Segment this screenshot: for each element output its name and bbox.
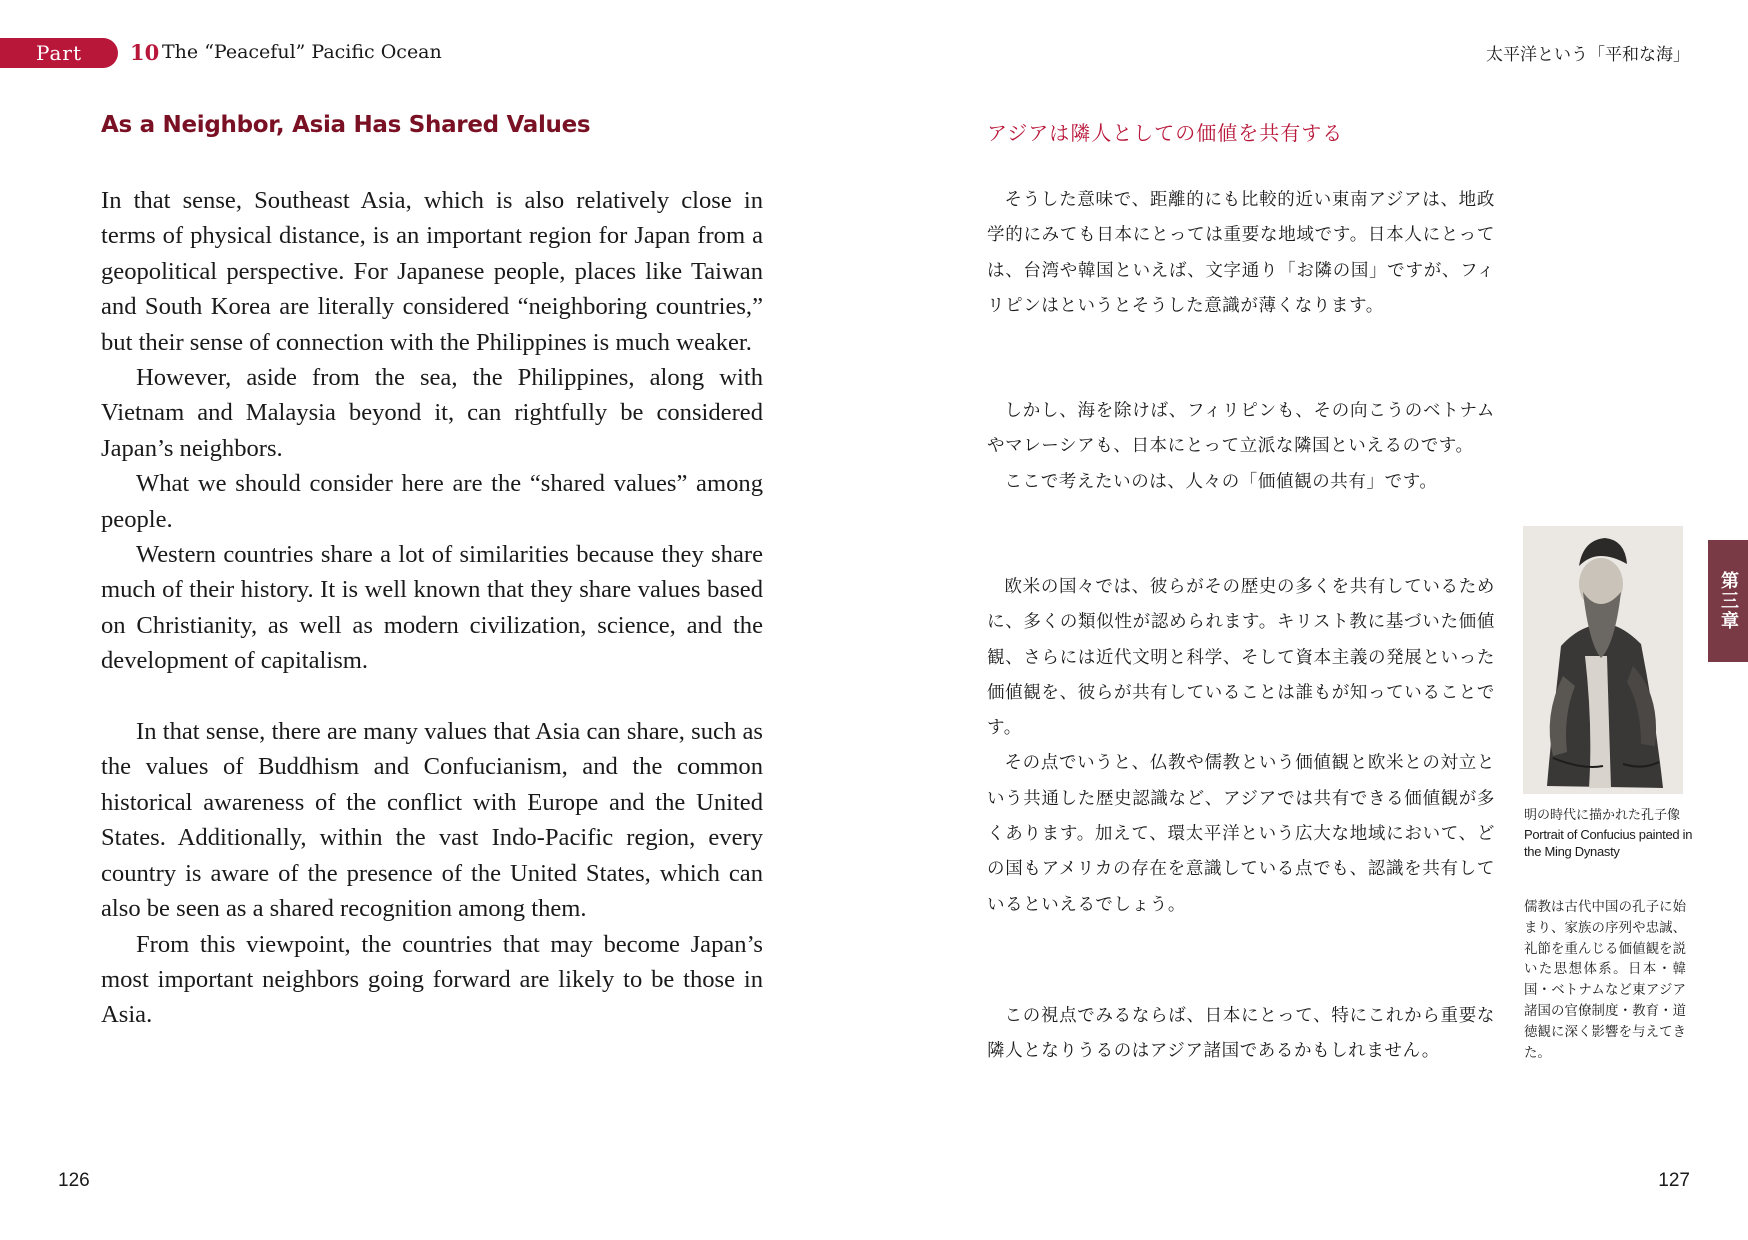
jp-section-heading: アジアは隣人としての価値を共有する [987,121,1344,145]
part-label: Part [35,41,83,65]
sidenote-text: 儒教は古代中国の孔子に始まり、家族の序列や忠誠、礼節を重んじる価値観を説いた思想体系。日本・韓国・ベトナムなど東アジア諸国の官僚制度・教育・道徳観に深く影響を与えてきた。 [1524,900,1686,1061]
jp-running-title: 太平洋という「平和な海」 [1486,45,1690,65]
page-number-right: 127 [1658,1170,1690,1191]
jp-body-block-4 [987,999,1495,1070]
confucius-portrait-image [1523,526,1683,794]
figure-caption-en: Portrait of Confucius painted in the Ming Dynasty [1524,827,1693,859]
jp-body-block-2 [987,394,1495,500]
jp-paragraph: ここで考えたいのは、人々の「価値観の共有」です。 [1004,471,1438,492]
en-paragraph: In that sense, there are many values that Asia can share, such as the values of Buddhism and Confucianism, and the common historical awareness of the conflict with Europe and the United States. Additionally, within the vast Indo-Pacific region, every country is aware of the presence of the United States, which can also be seen as a shared recognition among them. [101,718,763,923]
portrait-illustration [1523,526,1683,794]
chapter-title: The “Peaceful” Pacific Ocean [162,41,442,63]
jp-paragraph: その点でいうと、仏教や儒教という価値観と欧米との対立という共通した歴史認識など、アジアでは共有できる価値観が多くあります。加えて、環太平洋という広大な地域において、どの国もアメリカの存在を意識している点でも、認識を共有しているといえるでしょう。 [987,753,1495,915]
page-number-left: 126 [58,1170,90,1191]
en-paragraph: From this viewpoint, the countries that may become Japan’s most important neighbors going forward are likely to be those in Asia. [101,930,763,1029]
en-paragraph: However, aside from the sea, the Philippines, along with Vietnam and Malaysia beyond it, can rightfully be considered Japan’s neighbors. [101,364,763,462]
en-section-heading: As a Neighbor, Asia Has Shared Values [101,112,591,138]
jp-body-block-3 [987,570,1495,923]
en-paragraph: Western countries share a lot of similarities because they share much of their history. It is well known that they share values based on Christianity, as well as modern civilization, science, and the development of capitalism. [101,541,763,675]
figure-caption-jp: 明の時代に描かれた孔子像 [1524,808,1681,823]
chapter-tab: 第三章 [1708,540,1748,662]
jp-paragraph: この視点でみるならば、日本にとって、特にこれから重要な隣人となりうるのはアジア諸国であるかもしれません。 [987,1006,1495,1062]
jp-paragraph: しかし、海を除けば、フィリピンも、その向こうのベトナムやマレーシアも、日本にとって立派な隣国といえるのです。 [987,401,1495,457]
jp-body-block-1 [987,183,1495,324]
jp-paragraph: そうした意味で、距離的にも比較的近い東南アジアは、地政学的にみても日本にとっては重要な地域です。日本人にとっては、台湾や韓国といえば、文字通り「お隣の国」ですが、フィリピンはというとそうした意識が薄くなります。 [987,190,1495,316]
en-paragraph: What we should consider here are the “shared values” among people. [101,470,763,533]
en-body-text [101,183,763,1033]
jp-paragraph: 欧米の国々では、彼らがその歴史の多くを共有しているために、多くの類似性が認められます。キリスト教に基づいた価値観、さらには近代文明と科学、そして資本主義の発展といった価値観を、彼らが共有していることは誰もが知っていることです。 [987,577,1495,739]
part-label-tab [0,38,118,68]
en-paragraph: In that sense, Southeast Asia, which is also relatively close in terms of physical distance, is an important region for Japan from a geopolitical perspective. For Japanese people, places like Taiwan and South Korea are literally considered “neighboring countries,” but their sense of connection with the Philippines is much weaker. [101,187,763,356]
chapter-number: 10 [130,40,160,65]
